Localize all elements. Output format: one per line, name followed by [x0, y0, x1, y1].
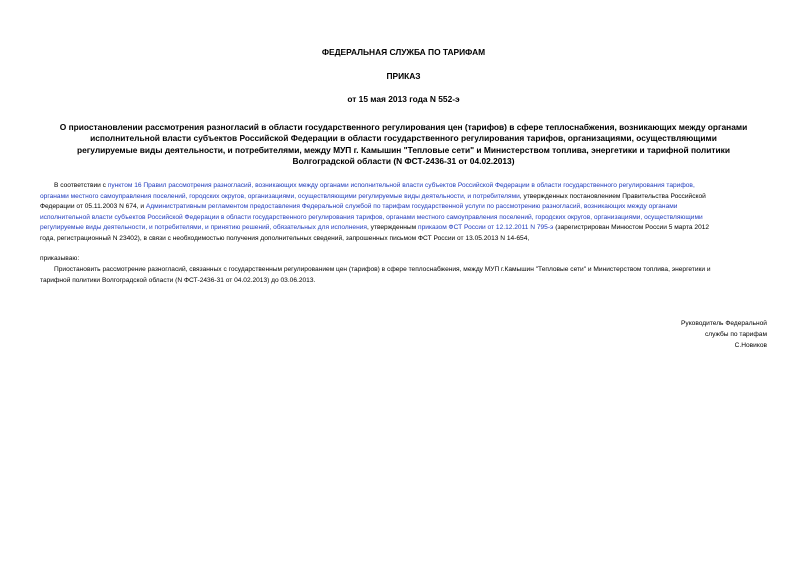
- signature-position: Руководитель Федеральной: [681, 320, 767, 327]
- preamble-text: , утвержденным: [366, 224, 419, 231]
- order-795-link[interactable]: приказом ФСТ России от 12.12.2011 N 795-э: [418, 224, 554, 231]
- preamble-text: В соответствии с: [54, 182, 108, 189]
- prikazyvayu-text: приказываю:: [40, 255, 80, 262]
- signature-position: службы по тарифам: [704, 331, 767, 338]
- rules-link-continuation[interactable]: органами местного самоуправления поселений, городских округов, организациями, осуществляющими регулируемые виды деятельности, и потребителями: [40, 192, 520, 200]
- regulation-link[interactable]: Административным регламентом предоставления Федеральной службой по тарифам государственной услуги по рассмотрению разногласий, возникающих между органами: [145, 203, 678, 210]
- preamble-line: [40, 181, 768, 192]
- rules-link[interactable]: пунктом 16 Правил рассмотрения разногласий, возникающих между органами исполнительной власти субъектов Российской Федерации в области государственного регулирования тарифов,: [107, 182, 695, 189]
- document-date-number: от 15 мая 2013 года N 552-э: [347, 94, 460, 104]
- signature-name: С.Новиков: [734, 342, 767, 349]
- preamble-text: Федерации от 05.11.2003 N 674, и: [40, 203, 146, 210]
- document-type: ПРИКАЗ: [386, 71, 421, 81]
- preamble-line: [40, 213, 768, 224]
- agency-name: ФЕДЕРАЛЬНАЯ СЛУЖБА ПО ТАРИФАМ: [321, 47, 486, 57]
- title-line: Волгоградской области (N ФСТ-2436-31 от 04.02.2013): [292, 155, 515, 166]
- order-line: тарифной политики Волгоградской области (N ФСТ-2436-31 от 04.02.2013) до 03.06.2013.: [40, 276, 316, 284]
- order-word: [40, 254, 768, 265]
- preamble-line: года, регистрационный N 23402), в связи с необходимостью получения дополнительных сведений, запрошенных письмом ФСТ России от 13.05.2013 N 14-654,: [40, 234, 530, 242]
- preamble-text: , утвержденных постановлением Правительства Российской: [519, 192, 706, 200]
- preamble-text: (зарегистрирован Минюстом России 5 марта 2012: [553, 224, 710, 231]
- regulation-link-continuation[interactable]: регулируемые виды деятельности, и потребителями, и принятию решений, обязательных для исполнения: [40, 224, 367, 231]
- title-line: исполнительной власти субъектов Российской Федерации в области государственного регулирования тарифов, организациями, осуществляющими: [90, 133, 717, 144]
- preamble-line: [40, 192, 768, 203]
- signature-block: [681, 318, 767, 351]
- preamble-line: [40, 202, 768, 213]
- order-paragraph: [40, 265, 768, 286]
- preamble-paragraph: [40, 181, 768, 244]
- title-line: О приостановлении рассмотрения разногласий в области государственного регулирования цен (тарифов) в сфере теплоснабжения, возникающих между органами: [59, 122, 748, 132]
- title-line: регулируемые виды деятельности, и потребителями, между МУП г. Камышин "Тепловые сети" и Министерством топлива, энергетики и тарифной политики: [77, 144, 730, 155]
- document-title: [40, 122, 767, 167]
- preamble-line: [40, 223, 768, 234]
- regulation-link-continuation[interactable]: исполнительной власти субъектов Российской Федерации в области государственного регулирования тарифов, органами местного самоуправления поселений, городских округов, организациями, осуществляющими: [40, 213, 703, 221]
- order-line: Приостановить рассмотрение разногласий, связанных с государственным регулированием цен (тарифов) в сфере теплоснабжения, между МУП г.Камышин "Тепловые сети" и Министерством топлива, энергетики и: [54, 266, 711, 273]
